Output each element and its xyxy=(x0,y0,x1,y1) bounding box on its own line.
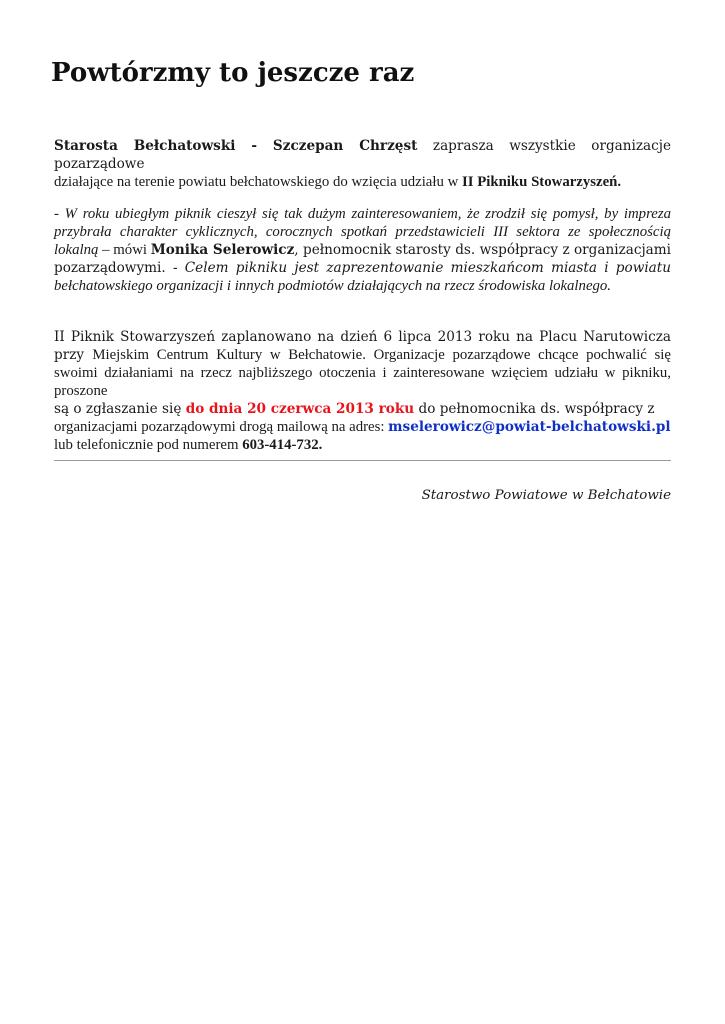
person-role: , pełnomocnik starosty ds. współpracy z organizacjami pozarządowymi. xyxy=(54,242,672,276)
details-text-c: są o zgłaszanie się xyxy=(54,401,186,417)
details-text-f: lub telefonicznie pod numerem xyxy=(54,437,243,453)
quote-text-c: bełchatowskiego organizacji i innych podmiotów działających na rzecz środowiska lokalnego. xyxy=(54,278,612,294)
phone-number: 603-414-732. xyxy=(242,437,323,453)
divider xyxy=(54,460,671,461)
details-text-a: II Piknik Stowarzyszeń zaplanowano na dzień 6 lipca 2013 roku na Placu Narutowicza przy xyxy=(54,329,671,363)
intro-text-b: działające na terenie powiatu bełchatowskiego do wzięcia udziału w xyxy=(54,174,462,190)
intro-text-a: zaprasza wszystkie organizacje pozarządowe xyxy=(54,138,671,172)
deadline-date: do dnia 20 czerwca 2013 roku xyxy=(185,401,415,417)
email-link[interactable]: mselerowicz@powiat-belchatowski.pl xyxy=(388,419,671,435)
says-text: – mówi xyxy=(98,242,151,258)
details-text-e: organizacjami pozarządowymi drogą mailową na adres: xyxy=(54,419,389,435)
quote-text-b: - Celem pikniku jest zaprezentowanie mieszkańcom miasta i powiatu xyxy=(172,260,672,276)
details-text-d: do pełnomocnika ds. współpracy z xyxy=(414,401,655,417)
event-name: II Pikniku Stowarzyszeń. xyxy=(461,174,622,190)
details-text-b: Miejskim Centrum Kultury w Bełchatowie. Organizacje pozarządowe chcące pochwalić się swoimi działaniami na rzecz najbliższego otoczenia i zainteresowane wzięciem udziału w pikniku, proszone xyxy=(54,347,671,399)
speaker-name: Starosta Bełchatowski - Szczepan Chrzęst xyxy=(54,138,418,154)
person-name: Monika Selerowicz xyxy=(150,242,295,258)
page-title: Powtórzmy to jeszcze raz xyxy=(51,58,415,88)
quote-text-a: - W roku ubiegłym piknik cieszył się tak dużym zainteresowaniem, że zrodził się pomysł, by impreza przybrała charakter cyklicznych, corocznych spotkań przedstawicieli III sektora ze społecznością lokalną xyxy=(54,206,671,258)
signature: Starostwo Powiatowe w Bełchatowie xyxy=(421,488,671,503)
details-paragraph xyxy=(54,328,671,454)
quote-paragraph xyxy=(54,205,671,295)
intro-paragraph xyxy=(54,137,671,191)
